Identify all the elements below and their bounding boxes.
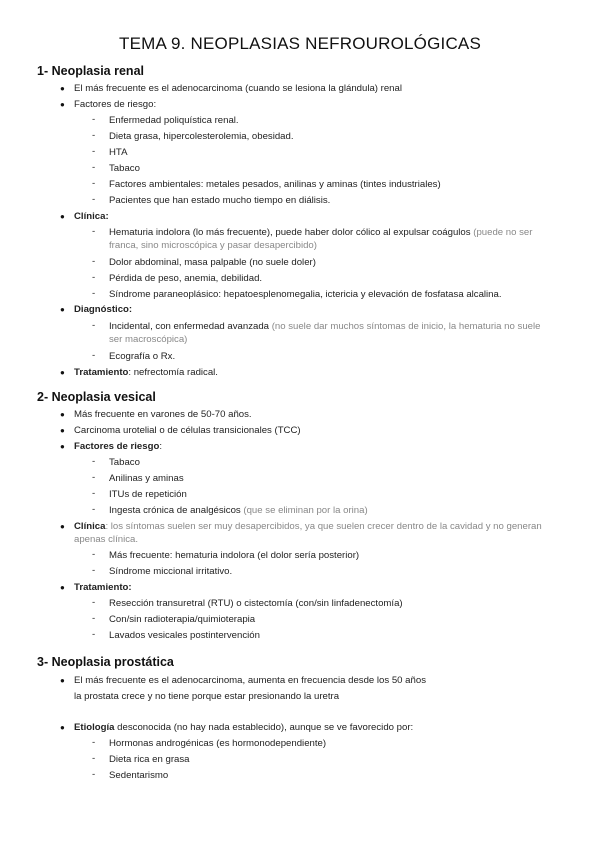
section-heading-renal: 1- Neoplasia renal (37, 64, 144, 78)
list-item: Pacientes que han estado mucho tiempo en diálisis. (109, 195, 331, 206)
list-item: HTA (109, 147, 128, 158)
list-item: Factores de riesgo: (74, 99, 157, 110)
list-item (109, 505, 368, 517)
dash-icon: - (92, 565, 96, 576)
text: : nefrectomía radical. (128, 367, 218, 378)
list-item (109, 227, 532, 239)
text: Ingesta crónica de analgésicos (109, 505, 241, 516)
dash-icon: - (92, 769, 96, 780)
label-tratamiento: Tratamiento (74, 367, 129, 378)
list-item: Hormonas androgénicas (es hormonodependiente) (109, 738, 327, 749)
text: : (159, 441, 162, 452)
dash-icon: - (92, 549, 96, 560)
note-continuation: ser macroscópica) (109, 334, 188, 345)
list-item: Más frecuente: hematuria indolora (el dolor sería posterior) (109, 550, 360, 561)
section-heading-vesical: 2- Neoplasia vesical (37, 390, 156, 404)
dash-icon: - (92, 288, 96, 299)
dash-icon: - (92, 456, 96, 467)
note: (puede no ser (473, 227, 533, 238)
label-clinica: Clínica (74, 521, 106, 532)
note-continuation: franca, sino microscópica y pasar desapercibido) (109, 240, 317, 251)
bullet-icon: ● (60, 84, 65, 93)
bullet-icon: ● (60, 305, 65, 314)
dash-icon: - (92, 613, 96, 624)
dash-icon: - (92, 350, 96, 361)
label-etiologia: Etiología (74, 722, 115, 733)
bullet-icon: ● (60, 410, 65, 419)
dash-icon: - (92, 130, 96, 141)
text: Incidental, con enfermedad avanzada (109, 321, 270, 332)
dash-icon: - (92, 629, 96, 640)
note-continuation: apenas clínica. (74, 534, 138, 545)
list-item: Con/sin radioterapia/quimioterapia (109, 614, 256, 625)
dash-icon: - (92, 320, 96, 331)
list-item: Pérdida de peso, anemia, debilidad. (109, 273, 263, 284)
list-item (74, 722, 413, 734)
dash-icon: - (92, 597, 96, 608)
list-item: Síndrome miccional irritativo. (109, 566, 233, 577)
list-item: Resección transuretral (RTU) o cistectomía (con/sin linfadenectomía) (109, 598, 403, 609)
dash-icon: - (92, 146, 96, 157)
list-item: Síndrome paraneoplásico: hepatoesplenomegalia, ictericia y elevación de fosfatasa alcalina. (109, 289, 502, 300)
bullet-icon: ● (60, 368, 65, 377)
dash-icon: - (92, 753, 96, 764)
label-tratamiento: Tratamiento: (74, 582, 132, 593)
list-item (74, 441, 162, 453)
list-item: Anilinas y aminas (109, 473, 184, 484)
bullet-icon: ● (60, 723, 65, 732)
dash-icon: - (92, 488, 96, 499)
text: Hematuria indolora (lo más frecuente), puede haber dolor cólico al expulsar coágulos (109, 227, 471, 238)
bullet-icon: ● (60, 426, 65, 435)
list-item (74, 367, 218, 379)
note: : los síntomas suelen ser muy desapercibidos, ya que suelen crecer dentro de la cavidad y no generan (105, 521, 542, 532)
list-item: Dolor abdominal, masa palpable (no suele doler) (109, 257, 316, 268)
list-item: Dieta grasa, hipercolesterolemia, obesidad. (109, 131, 294, 142)
list-item: Lavados vesicales postintervención (109, 630, 260, 641)
label-clinica: Clínica: (74, 211, 109, 222)
section-heading-prostatica: 3- Neoplasia prostática (37, 655, 174, 669)
bullet-icon: ● (60, 583, 65, 592)
list-item-continuation: la prostata crece y no tiene porque estar presionando la uretra (74, 691, 340, 702)
page-title: TEMA 9. NEOPLASIAS NEFROUROLÓGICAS (119, 34, 481, 53)
list-item: Ecografía o Rx. (109, 351, 176, 362)
list-item: Carcinoma urotelial o de células transicionales (TCC) (74, 425, 301, 436)
dash-icon: - (92, 504, 96, 515)
note: (que se eliminan por la orina) (243, 505, 368, 516)
list-item: Dieta rica en grasa (109, 754, 190, 765)
list-item: Tabaco (109, 457, 140, 468)
bullet-icon: ● (60, 100, 65, 109)
bullet-icon: ● (60, 442, 65, 451)
list-item: Sedentarismo (109, 770, 169, 781)
dash-icon: - (92, 226, 96, 237)
bullet-icon: ● (60, 676, 65, 685)
dash-icon: - (92, 178, 96, 189)
dash-icon: - (92, 737, 96, 748)
list-item: Más frecuente en varones de 50-70 años. (74, 409, 252, 420)
label-diagnostico: Diagnóstico: (74, 304, 133, 315)
list-item: El más frecuente es el adenocarcinoma, aumenta en frecuencia desde los 50 años (74, 675, 426, 686)
list-item (109, 321, 540, 333)
dash-icon: - (92, 256, 96, 267)
dash-icon: - (92, 194, 96, 205)
bullet-icon: ● (60, 522, 65, 531)
list-item: Factores ambientales: metales pesados, anilinas y aminas (tintes industriales) (109, 179, 441, 190)
list-item: El más frecuente es el adenocarcinoma (cuando se lesiona la glándula) renal (74, 83, 402, 94)
dash-icon: - (92, 472, 96, 483)
label-factores: Factores de riesgo (74, 441, 160, 452)
bullet-icon: ● (60, 212, 65, 221)
list-item: Enfermedad poliquística renal. (109, 115, 239, 126)
text: desconocida (no hay nada establecido), aunque se ve favorecido por: (114, 722, 414, 733)
dash-icon: - (92, 162, 96, 173)
list-item: ITUs de repetición (109, 489, 187, 500)
dash-icon: - (92, 114, 96, 125)
dash-icon: - (92, 272, 96, 283)
list-item: Tabaco (109, 163, 140, 174)
list-item (74, 521, 542, 533)
note: (no suele dar muchos síntomas de inicio, la hematuria no suele (271, 321, 541, 332)
